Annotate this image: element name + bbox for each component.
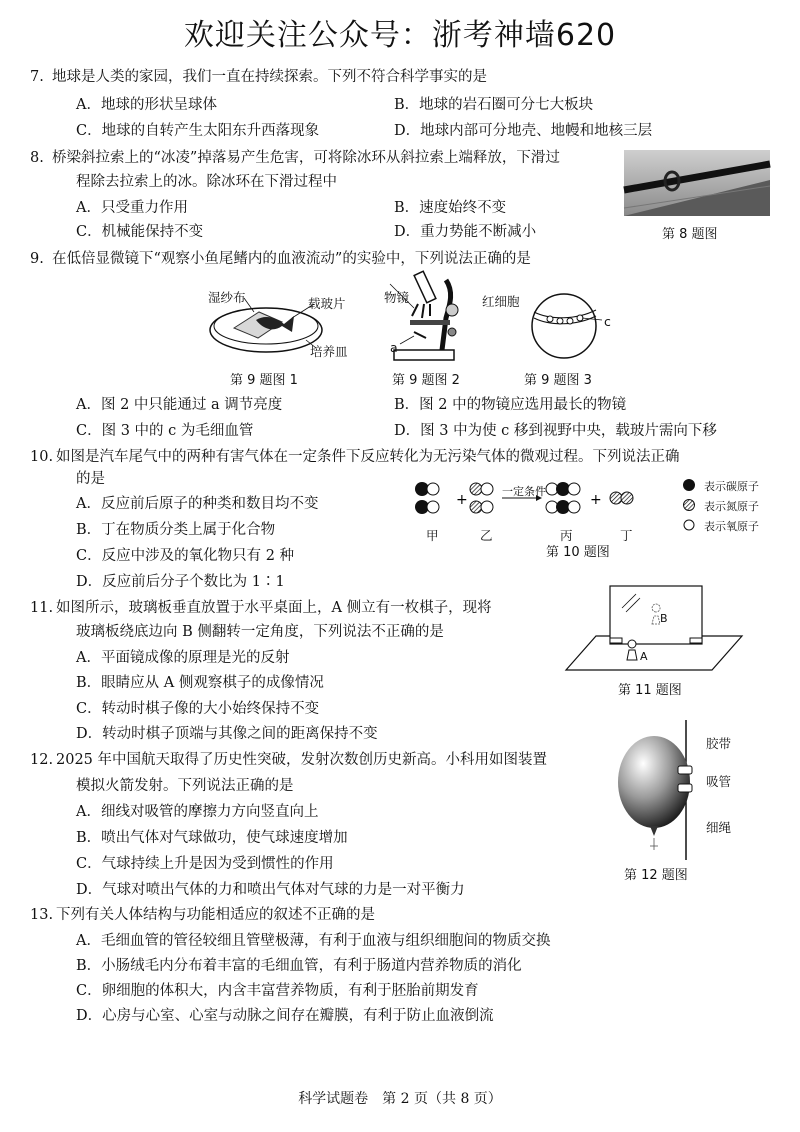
question-8-number: 8. <box>30 150 44 166</box>
question-9-label-petri-dish: 培养皿 <box>310 344 348 359</box>
question-12-label-straw: 吸管 <box>706 774 732 789</box>
svg-text:+: + <box>456 492 468 508</box>
question-10-legend-carbon-icon <box>682 478 696 492</box>
question-10-option-b: B．丁在物质分类上属于化合物 <box>76 522 276 538</box>
question-12-number: 12. <box>30 752 54 768</box>
question-10-figure-caption: 第 10 题图 <box>546 545 610 560</box>
question-13-option-d: D．心房与心室、心室与动脉之间存在瓣膜，有利于防止血液倒流 <box>76 1008 494 1024</box>
question-12-stem-line-2: 模拟火箭发射。下列说法正确的是 <box>76 778 294 794</box>
question-10-substance-jia: 甲 <box>426 528 439 543</box>
question-11-option-a: A．平面镜成像的原理是光的反射 <box>76 650 290 666</box>
question-10-legend-oxygen: 表示氧原子 <box>704 520 759 533</box>
question-12-option-c: C．气球持续上升是因为受到惯性的作用 <box>76 856 334 872</box>
question-11-option-b: B．眼睛应从 A 侧观察棋子的成像情况 <box>76 675 324 691</box>
question-7-option-b: B．地球的岩石圈可分七大板块 <box>394 97 594 113</box>
question-11-option-d: D．转动时棋子顶端与其像之间的距离保持不变 <box>76 726 378 742</box>
question-13-option-c: C．卵细胞的体积大，内含丰富营养物质，有利于胚胎前期发育 <box>76 983 479 999</box>
question-12-balloon-diagram <box>616 720 706 860</box>
question-9-label-c: c <box>604 314 611 329</box>
question-10-legend-oxygen-icon <box>682 518 696 532</box>
question-11-label-b: B <box>660 612 668 625</box>
page-footer: 科学试题卷 第 2 页（共 8 页） <box>298 1091 502 1107</box>
question-8-option-b: B．速度始终不变 <box>394 200 507 216</box>
question-7-option-c: C．地球的自转产生太阳东升西落现象 <box>76 123 320 139</box>
question-10-legend-carbon: 表示碳原子 <box>704 480 759 493</box>
question-10-option-a: A．反应前后原子的种类和数目均不变 <box>76 496 319 512</box>
question-11-stem-line-1: 如图所示，玻璃板垂直放置于水平桌面上，A 侧立有一枚棋子，现将 <box>56 600 492 616</box>
question-12-figure-caption: 第 12 题图 <box>624 868 688 883</box>
question-9-label-wet-gauze: 湿纱布 <box>208 290 246 305</box>
question-11-glass-plate-diagram <box>566 584 742 676</box>
question-9-option-d: D．图 3 中为使 c 移到视野中央，载玻片需向下移 <box>394 423 717 439</box>
question-12-option-a: A．细线对吸管的摩擦力方向竖直向上 <box>76 804 319 820</box>
question-11-option-c: C．转动时棋子像的大小始终保持不变 <box>76 701 320 717</box>
question-13-number: 13. <box>30 907 54 923</box>
question-12-label-tape: 胶带 <box>706 736 732 751</box>
question-10-legend-nitrogen-icon <box>682 498 696 512</box>
question-13-option-a: A．毛细血管的管径较细且管壁极薄，有利于血液与组织细胞间的物质交换 <box>76 933 551 949</box>
question-10-stem-line-2: 的是 <box>76 471 105 487</box>
question-10-reaction-condition: 一定条件 <box>502 485 546 498</box>
question-9-figure-3-view-field <box>530 292 600 362</box>
question-9-label-objective: 物镜 <box>384 290 410 305</box>
question-8-option-a: A．只受重力作用 <box>76 200 188 216</box>
question-9-figure-1-caption: 第 9 题图 1 <box>230 373 298 388</box>
question-8-option-d: D．重力势能不断减小 <box>394 224 537 240</box>
question-9-option-b: B．图 2 中的物镜应选用最长的物镜 <box>394 397 627 413</box>
page-header-watermark: 欢迎关注公众号：浙考神墙620 <box>183 18 617 53</box>
question-9-label-slide: 载玻片 <box>308 296 346 311</box>
question-9-figure-3-caption: 第 9 题图 3 <box>524 373 592 388</box>
question-13-stem: 下列有关人体结构与功能相适应的叙述不正确的是 <box>56 907 375 923</box>
question-8-figure-caption: 第 8 题图 <box>662 227 718 242</box>
question-10-option-d: D．反应前后分子个数比为 1∶1 <box>76 574 285 590</box>
question-9-option-a: A．图 2 中只能通过 a 调节亮度 <box>76 397 283 413</box>
question-10-option-c: C．反应中涉及的氧化物只有 2 种 <box>76 548 295 564</box>
question-11-number: 11. <box>30 600 54 616</box>
question-10-stem-line-1: 如图是汽车尾气中的两种有害气体在一定条件下反应转化为无污染气体的微观过程。下列说法正确 <box>56 449 680 465</box>
svg-text:+: + <box>590 492 602 508</box>
question-10-substance-yi: 乙 <box>480 528 493 543</box>
question-12-label-string: 细绳 <box>706 820 732 835</box>
question-7-option-d: D．地球内部可分地壳、地幔和地核三层 <box>394 123 653 139</box>
question-11-label-a: A <box>640 650 648 663</box>
question-7-number: 7. <box>30 69 44 85</box>
question-8-stem-line-1: 桥梁斜拉索上的“冰凌”掉落易产生危害，可将除冰环从斜拉索上端释放，下滑过 <box>52 150 560 166</box>
question-8-option-c: C．机械能保持不变 <box>76 224 204 240</box>
question-11-stem-line-2: 玻璃板绕底边向 B 侧翻转一定角度，下列说法不正确的是 <box>76 624 444 640</box>
question-7-stem: 地球是人类的家园，我们一直在持续探索。下列不符合科学事实的是 <box>52 69 487 85</box>
question-11-figure-caption: 第 11 题图 <box>618 683 682 698</box>
question-9-number: 9. <box>30 251 44 267</box>
question-10-substance-ding: 丁 <box>620 528 633 543</box>
question-9-option-c: C．图 3 中的 c 为毛细血管 <box>76 423 254 439</box>
question-10-number: 10. <box>30 449 54 465</box>
question-9-stem: 在低倍显微镜下“观察小鱼尾鳍内的血液流动”的实验中，下列说法正确的是 <box>52 251 531 267</box>
question-13-option-b: B．小肠绒毛内分布着丰富的毛细血管，有利于肠道内营养物质的消化 <box>76 958 522 974</box>
question-9-label-a: a <box>390 340 398 355</box>
question-10-substance-bing: 丙 <box>560 528 573 543</box>
question-7-option-a: A．地球的形状呈球体 <box>76 97 217 113</box>
question-12-option-b: B．喷出气体对气球做功，使气球速度增加 <box>76 830 348 846</box>
question-9-figure-2-caption: 第 9 题图 2 <box>392 373 460 388</box>
question-8-photo <box>624 150 770 216</box>
question-12-stem-line-1: 2025 年中国航天取得了历史性突破，发射次数创历史新高。小科用如图装置 <box>56 752 548 768</box>
question-9-label-red-blood-cell: 红细胞 <box>482 294 520 309</box>
question-10-legend-nitrogen: 表示氮原子 <box>704 500 759 513</box>
question-8-stem-line-2: 程除去拉索上的冰。除冰环在下滑过程中 <box>76 174 337 190</box>
question-12-option-d: D．气球对喷出气体的力和喷出气体对气球的力是一对平衡力 <box>76 882 465 898</box>
question-9-figure-2-microscope <box>384 268 484 364</box>
